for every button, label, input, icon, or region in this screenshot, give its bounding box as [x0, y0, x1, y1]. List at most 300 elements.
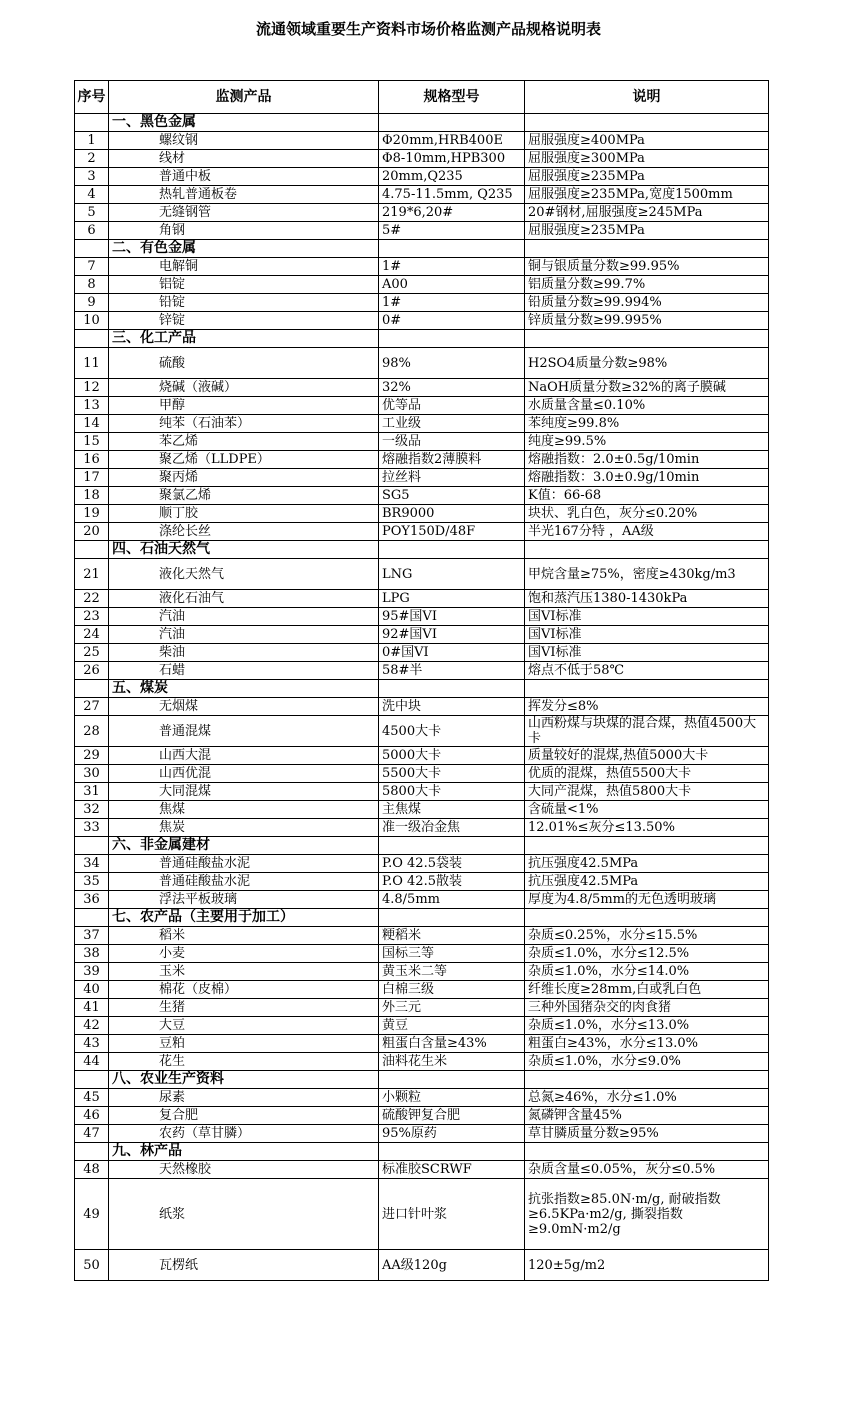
- row-desc: K值：66-68: [525, 487, 769, 505]
- header-desc: 说明: [525, 81, 769, 114]
- row-product: 玉米: [109, 963, 379, 981]
- row-desc: 挥发分≤8%: [525, 698, 769, 716]
- row-spec: 219*6,20#: [379, 204, 525, 222]
- row-spec: SG5: [379, 487, 525, 505]
- row-seq: 49: [75, 1179, 109, 1250]
- row-product: 液化石油气: [109, 590, 379, 608]
- row-desc: 块状、乳白色，灰分≤0.20%: [525, 505, 769, 523]
- row-desc: 大同产混煤，热值5800大卡: [525, 783, 769, 801]
- row-spec: 5000大卡: [379, 747, 525, 765]
- row-product: 聚丙烯: [109, 469, 379, 487]
- row-desc: 屈服强度≥235MPa: [525, 168, 769, 186]
- table-row: [75, 927, 769, 945]
- row-product: 大同混煤: [109, 783, 379, 801]
- row-seq: 19: [75, 505, 109, 523]
- row-seq: 33: [75, 819, 109, 837]
- row-desc: 杂质≤1.0%，水分≤13.0%: [525, 1017, 769, 1035]
- row-seq: 3: [75, 168, 109, 186]
- row-spec: 优等品: [379, 397, 525, 415]
- row-desc: 水质量含量≤0.10%: [525, 397, 769, 415]
- category-row: [75, 909, 769, 927]
- table-row: [75, 1053, 769, 1071]
- row-product: 农药（草甘膦）: [109, 1125, 379, 1143]
- table-row: [75, 644, 769, 662]
- category-desc: [525, 1071, 769, 1089]
- row-desc: 抗压强度42.5MPa: [525, 873, 769, 891]
- row-product: 涤纶长丝: [109, 523, 379, 541]
- row-seq: 31: [75, 783, 109, 801]
- row-desc: 铜与银质量分数≥99.95%: [525, 258, 769, 276]
- row-spec: P.O 42.5散装: [379, 873, 525, 891]
- table-row: [75, 312, 769, 330]
- row-desc: 20#钢材,屈服强度≥245MPa: [525, 204, 769, 222]
- table-row: [75, 747, 769, 765]
- row-spec: P.O 42.5袋装: [379, 855, 525, 873]
- table-row: [75, 963, 769, 981]
- row-seq: 38: [75, 945, 109, 963]
- table-row: [75, 523, 769, 541]
- table-row: [75, 505, 769, 523]
- row-desc: 抗压强度42.5MPa: [525, 855, 769, 873]
- row-desc: 国VI标准: [525, 626, 769, 644]
- row-spec: 一级品: [379, 433, 525, 451]
- row-spec: 国标三等: [379, 945, 525, 963]
- row-spec: 0#国VI: [379, 644, 525, 662]
- category-name: 九、林产品: [109, 1143, 379, 1161]
- row-desc: 锌质量分数≥99.995%: [525, 312, 769, 330]
- row-spec: 主焦煤: [379, 801, 525, 819]
- category-row: [75, 114, 769, 132]
- row-spec: 粳稻米: [379, 927, 525, 945]
- category-spec: [379, 1071, 525, 1089]
- row-spec: 98%: [379, 348, 525, 379]
- category-desc: [525, 909, 769, 927]
- row-spec: 小颗粒: [379, 1089, 525, 1107]
- table-row: [75, 1250, 769, 1281]
- category-spec: [379, 541, 525, 559]
- table-row: [75, 891, 769, 909]
- row-seq: 48: [75, 1161, 109, 1179]
- row-product: 甲醇: [109, 397, 379, 415]
- table-row: [75, 1017, 769, 1035]
- row-spec: 黄玉米二等: [379, 963, 525, 981]
- category-row: [75, 330, 769, 348]
- row-spec: 进口针叶浆: [379, 1179, 525, 1250]
- row-product: 电解铜: [109, 258, 379, 276]
- row-spec: 5#: [379, 222, 525, 240]
- row-seq: 9: [75, 294, 109, 312]
- category-name: 四、石油天然气: [109, 541, 379, 559]
- category-spec: [379, 909, 525, 927]
- row-desc: 总氮≥46%，水分≤1.0%: [525, 1089, 769, 1107]
- category-desc: [525, 541, 769, 559]
- row-spec: 1#: [379, 258, 525, 276]
- row-desc: 杂质≤1.0%，水分≤14.0%: [525, 963, 769, 981]
- table-row: [75, 559, 769, 590]
- table-row: [75, 1161, 769, 1179]
- category-desc: [525, 680, 769, 698]
- table-row: [75, 999, 769, 1017]
- table-row: [75, 168, 769, 186]
- row-desc: 屈服强度≥235MPa: [525, 222, 769, 240]
- row-product: 稻米: [109, 927, 379, 945]
- category-name: 五、煤炭: [109, 680, 379, 698]
- category-spec: [379, 330, 525, 348]
- row-seq: 28: [75, 716, 109, 747]
- category-row: [75, 240, 769, 258]
- row-product: 瓦楞纸: [109, 1250, 379, 1281]
- row-spec: 4500大卡: [379, 716, 525, 747]
- row-product: 豆粕: [109, 1035, 379, 1053]
- row-product: 焦炭: [109, 819, 379, 837]
- row-desc: 120±5g/m2: [525, 1250, 769, 1281]
- row-desc: 铝质量分数≥99.7%: [525, 276, 769, 294]
- row-spec: 拉丝料: [379, 469, 525, 487]
- category-row: [75, 837, 769, 855]
- table-row: [75, 132, 769, 150]
- row-product: 普通硅酸盐水泥: [109, 855, 379, 873]
- category-seq: [75, 330, 109, 348]
- row-spec: 白棉三级: [379, 981, 525, 999]
- row-spec: 黄豆: [379, 1017, 525, 1035]
- row-desc: 杂质≤1.0%，水分≤9.0%: [525, 1053, 769, 1071]
- row-spec: 32%: [379, 379, 525, 397]
- table-row: [75, 698, 769, 716]
- row-seq: 14: [75, 415, 109, 433]
- category-row: [75, 541, 769, 559]
- row-product: 浮法平板玻璃: [109, 891, 379, 909]
- row-seq: 46: [75, 1107, 109, 1125]
- category-seq: [75, 114, 109, 132]
- row-spec: 4.8/5mm: [379, 891, 525, 909]
- category-name: 八、农业生产资料: [109, 1071, 379, 1089]
- row-product: 普通混煤: [109, 716, 379, 747]
- row-desc: 优质的混煤，热值5500大卡: [525, 765, 769, 783]
- row-desc: 抗张指数≥85.0N·m/g, 耐破指数≥6.5KPa·m2/g, 撕裂指数≥9.0mN·m2/g: [525, 1179, 769, 1250]
- category-desc: [525, 330, 769, 348]
- row-desc: H2SO4质量分数≥98%: [525, 348, 769, 379]
- row-desc: 12.01%≤灰分≤13.50%: [525, 819, 769, 837]
- row-product: 柴油: [109, 644, 379, 662]
- row-product: 热轧普通板卷: [109, 186, 379, 204]
- row-seq: 11: [75, 348, 109, 379]
- row-spec: AA级120g: [379, 1250, 525, 1281]
- row-spec: LNG: [379, 559, 525, 590]
- row-product: 尿素: [109, 1089, 379, 1107]
- row-desc: 杂质含量≤0.05%，灰分≤0.5%: [525, 1161, 769, 1179]
- page-title: 流通领域重要生产资料市场价格监测产品规格说明表: [255, 20, 601, 38]
- category-spec: [379, 240, 525, 258]
- table-row: [75, 1179, 769, 1250]
- row-spec: Φ20mm,HRB400E: [379, 132, 525, 150]
- table-row: [75, 433, 769, 451]
- category-name: 一、黑色金属: [109, 114, 379, 132]
- row-seq: 47: [75, 1125, 109, 1143]
- category-spec: [379, 837, 525, 855]
- row-product: 硫酸: [109, 348, 379, 379]
- category-desc: [525, 837, 769, 855]
- row-desc: 粗蛋白≥43%，水分≤13.0%: [525, 1035, 769, 1053]
- row-seq: 32: [75, 801, 109, 819]
- row-product: 聚乙烯（LLDPE）: [109, 451, 379, 469]
- row-seq: 50: [75, 1250, 109, 1281]
- category-seq: [75, 909, 109, 927]
- table-row: [75, 276, 769, 294]
- row-seq: 34: [75, 855, 109, 873]
- category-seq: [75, 1071, 109, 1089]
- row-product: 生猪: [109, 999, 379, 1017]
- header-spec: 规格型号: [379, 81, 525, 114]
- table-row: [75, 451, 769, 469]
- row-product: 苯乙烯: [109, 433, 379, 451]
- row-desc: 苯纯度≥99.8%: [525, 415, 769, 433]
- row-product: 顺丁胶: [109, 505, 379, 523]
- row-spec: 0#: [379, 312, 525, 330]
- row-product: 铝锭: [109, 276, 379, 294]
- row-desc: 国VI标准: [525, 608, 769, 626]
- row-desc: 熔融指数：2.0±0.5g/10min: [525, 451, 769, 469]
- table-row: [75, 415, 769, 433]
- header-seq: 序号: [75, 81, 109, 114]
- table-row: [75, 222, 769, 240]
- row-seq: 39: [75, 963, 109, 981]
- row-product: 纸浆: [109, 1179, 379, 1250]
- table-row: [75, 1107, 769, 1125]
- row-spec: 准一级冶金焦: [379, 819, 525, 837]
- row-spec: 5800大卡: [379, 783, 525, 801]
- table-row: [75, 873, 769, 891]
- table-row: [75, 801, 769, 819]
- row-product: 复合肥: [109, 1107, 379, 1125]
- table-row: [75, 819, 769, 837]
- table-row: [75, 1035, 769, 1053]
- row-product: 螺纹钢: [109, 132, 379, 150]
- category-seq: [75, 1143, 109, 1161]
- row-desc: 厚度为4.8/5mm的无色透明玻璃: [525, 891, 769, 909]
- row-desc: 纤维长度≥28mm,白或乳白色: [525, 981, 769, 999]
- row-spec: 熔融指数2薄膜料: [379, 451, 525, 469]
- row-product: 角钢: [109, 222, 379, 240]
- table-row: [75, 626, 769, 644]
- category-row: [75, 1071, 769, 1089]
- row-spec: BR9000: [379, 505, 525, 523]
- row-product: 山西大混: [109, 747, 379, 765]
- row-desc: 熔融指数：3.0±0.9g/10min: [525, 469, 769, 487]
- row-spec: LPG: [379, 590, 525, 608]
- row-product: 烧碱（液碱）: [109, 379, 379, 397]
- category-name: 三、化工产品: [109, 330, 379, 348]
- row-seq: 2: [75, 150, 109, 168]
- category-seq: [75, 240, 109, 258]
- category-desc: [525, 240, 769, 258]
- row-seq: 5: [75, 204, 109, 222]
- row-desc: 质量较好的混煤,热值5000大卡: [525, 747, 769, 765]
- row-product: 纯苯（石油苯）: [109, 415, 379, 433]
- row-seq: 30: [75, 765, 109, 783]
- table-row: [75, 783, 769, 801]
- row-desc: 屈服强度≥300MPa: [525, 150, 769, 168]
- row-seq: 23: [75, 608, 109, 626]
- category-desc: [525, 1143, 769, 1161]
- row-seq: 20: [75, 523, 109, 541]
- row-seq: 8: [75, 276, 109, 294]
- row-product: 花生: [109, 1053, 379, 1071]
- row-spec: 硫酸钾复合肥: [379, 1107, 525, 1125]
- table-row: [75, 608, 769, 626]
- row-seq: 41: [75, 999, 109, 1017]
- category-name: 六、非金属建材: [109, 837, 379, 855]
- row-seq: 15: [75, 433, 109, 451]
- row-spec: 外三元: [379, 999, 525, 1017]
- row-spec: 95%原药: [379, 1125, 525, 1143]
- row-seq: 43: [75, 1035, 109, 1053]
- row-product: 锌锭: [109, 312, 379, 330]
- row-product: 棉花（皮棉）: [109, 981, 379, 999]
- row-seq: 1: [75, 132, 109, 150]
- table-row: [75, 662, 769, 680]
- row-product: 汽油: [109, 626, 379, 644]
- table-row: [75, 590, 769, 608]
- row-spec: 4.75-11.5mm, Q235: [379, 186, 525, 204]
- table-row: [75, 855, 769, 873]
- category-spec: [379, 114, 525, 132]
- category-row: [75, 680, 769, 698]
- row-product: 小麦: [109, 945, 379, 963]
- table-row: [75, 150, 769, 168]
- row-product: 天然橡胶: [109, 1161, 379, 1179]
- row-seq: 17: [75, 469, 109, 487]
- row-product: 大豆: [109, 1017, 379, 1035]
- row-seq: 6: [75, 222, 109, 240]
- row-spec: 标准胶SCRWF: [379, 1161, 525, 1179]
- header-product: 监测产品: [109, 81, 379, 114]
- category-seq: [75, 837, 109, 855]
- category-name: 七、农产品（主要用于加工）: [109, 909, 379, 927]
- row-seq: 24: [75, 626, 109, 644]
- row-desc: 熔点不低于58℃: [525, 662, 769, 680]
- row-seq: 13: [75, 397, 109, 415]
- row-product: 铅锭: [109, 294, 379, 312]
- row-spec: 20mm,Q235: [379, 168, 525, 186]
- table-row: [75, 186, 769, 204]
- row-desc: 山西粉煤与块煤的混合煤，热值4500大卡: [525, 716, 769, 747]
- table-row: [75, 258, 769, 276]
- category-spec: [379, 1143, 525, 1161]
- row-product: 线材: [109, 150, 379, 168]
- row-desc: NaOH质量分数≥32%的离子膜碱: [525, 379, 769, 397]
- row-seq: 44: [75, 1053, 109, 1071]
- row-seq: 21: [75, 559, 109, 590]
- category-desc: [525, 114, 769, 132]
- row-product: 普通中板: [109, 168, 379, 186]
- row-desc: 纯度≥99.5%: [525, 433, 769, 451]
- table-row: [75, 487, 769, 505]
- row-desc: 屈服强度≥400MPa: [525, 132, 769, 150]
- row-product: 聚氯乙烯: [109, 487, 379, 505]
- row-desc: 甲烷含量≥75%，密度≥430kg/m3: [525, 559, 769, 590]
- row-seq: 12: [75, 379, 109, 397]
- table-row: [75, 397, 769, 415]
- table-row: [75, 469, 769, 487]
- table-row: [75, 379, 769, 397]
- row-spec: 5500大卡: [379, 765, 525, 783]
- row-seq: 16: [75, 451, 109, 469]
- row-seq: 7: [75, 258, 109, 276]
- row-seq: 40: [75, 981, 109, 999]
- row-product: 汽油: [109, 608, 379, 626]
- row-desc: 半光167分特 ，AA级: [525, 523, 769, 541]
- row-spec: 粗蛋白含量≥43%: [379, 1035, 525, 1053]
- row-spec: A00: [379, 276, 525, 294]
- row-product: 焦煤: [109, 801, 379, 819]
- row-desc: 草甘膦质量分数≥95%: [525, 1125, 769, 1143]
- table-row: [75, 765, 769, 783]
- row-product: 无缝钢管: [109, 204, 379, 222]
- row-spec: 58#半: [379, 662, 525, 680]
- spec-table: [74, 80, 769, 1281]
- table-row: [75, 204, 769, 222]
- row-spec: 油料花生米: [379, 1053, 525, 1071]
- row-spec: 工业级: [379, 415, 525, 433]
- row-product: 石蜡: [109, 662, 379, 680]
- row-product: 山西优混: [109, 765, 379, 783]
- row-desc: 含硫量<1%: [525, 801, 769, 819]
- row-seq: 18: [75, 487, 109, 505]
- table-row: [75, 294, 769, 312]
- table-row: [75, 1089, 769, 1107]
- category-seq: [75, 680, 109, 698]
- table-row: [75, 716, 769, 747]
- table-row: [75, 981, 769, 999]
- row-seq: 25: [75, 644, 109, 662]
- row-seq: 42: [75, 1017, 109, 1035]
- row-seq: 4: [75, 186, 109, 204]
- row-seq: 10: [75, 312, 109, 330]
- table-row: [75, 945, 769, 963]
- row-desc: 杂质≤0.25%，水分≤15.5%: [525, 927, 769, 945]
- row-seq: 36: [75, 891, 109, 909]
- header-row: [75, 81, 769, 114]
- row-seq: 22: [75, 590, 109, 608]
- category-spec: [379, 680, 525, 698]
- row-seq: 45: [75, 1089, 109, 1107]
- row-desc: 杂质≤1.0%，水分≤12.5%: [525, 945, 769, 963]
- row-spec: Φ8-10mm,HPB300: [379, 150, 525, 168]
- row-seq: 27: [75, 698, 109, 716]
- row-seq: 26: [75, 662, 109, 680]
- row-product: 无烟煤: [109, 698, 379, 716]
- row-product: 液化天然气: [109, 559, 379, 590]
- row-spec: POY150D/48F: [379, 523, 525, 541]
- category-seq: [75, 541, 109, 559]
- category-row: [75, 1143, 769, 1161]
- row-desc: 饱和蒸汽压1380-1430kPa: [525, 590, 769, 608]
- row-spec: 95#国VI: [379, 608, 525, 626]
- row-seq: 35: [75, 873, 109, 891]
- table-row: [75, 348, 769, 379]
- row-desc: 铅质量分数≥99.994%: [525, 294, 769, 312]
- row-seq: 37: [75, 927, 109, 945]
- row-seq: 29: [75, 747, 109, 765]
- row-desc: 氮磷钾含量45%: [525, 1107, 769, 1125]
- row-spec: 1#: [379, 294, 525, 312]
- category-name: 二、有色金属: [109, 240, 379, 258]
- row-desc: 三种外国猪杂交的肉食猪: [525, 999, 769, 1017]
- table-row: [75, 1125, 769, 1143]
- row-spec: 洗中块: [379, 698, 525, 716]
- row-desc: 国VI标准: [525, 644, 769, 662]
- row-desc: 屈服强度≥235MPa,宽度1500mm: [525, 186, 769, 204]
